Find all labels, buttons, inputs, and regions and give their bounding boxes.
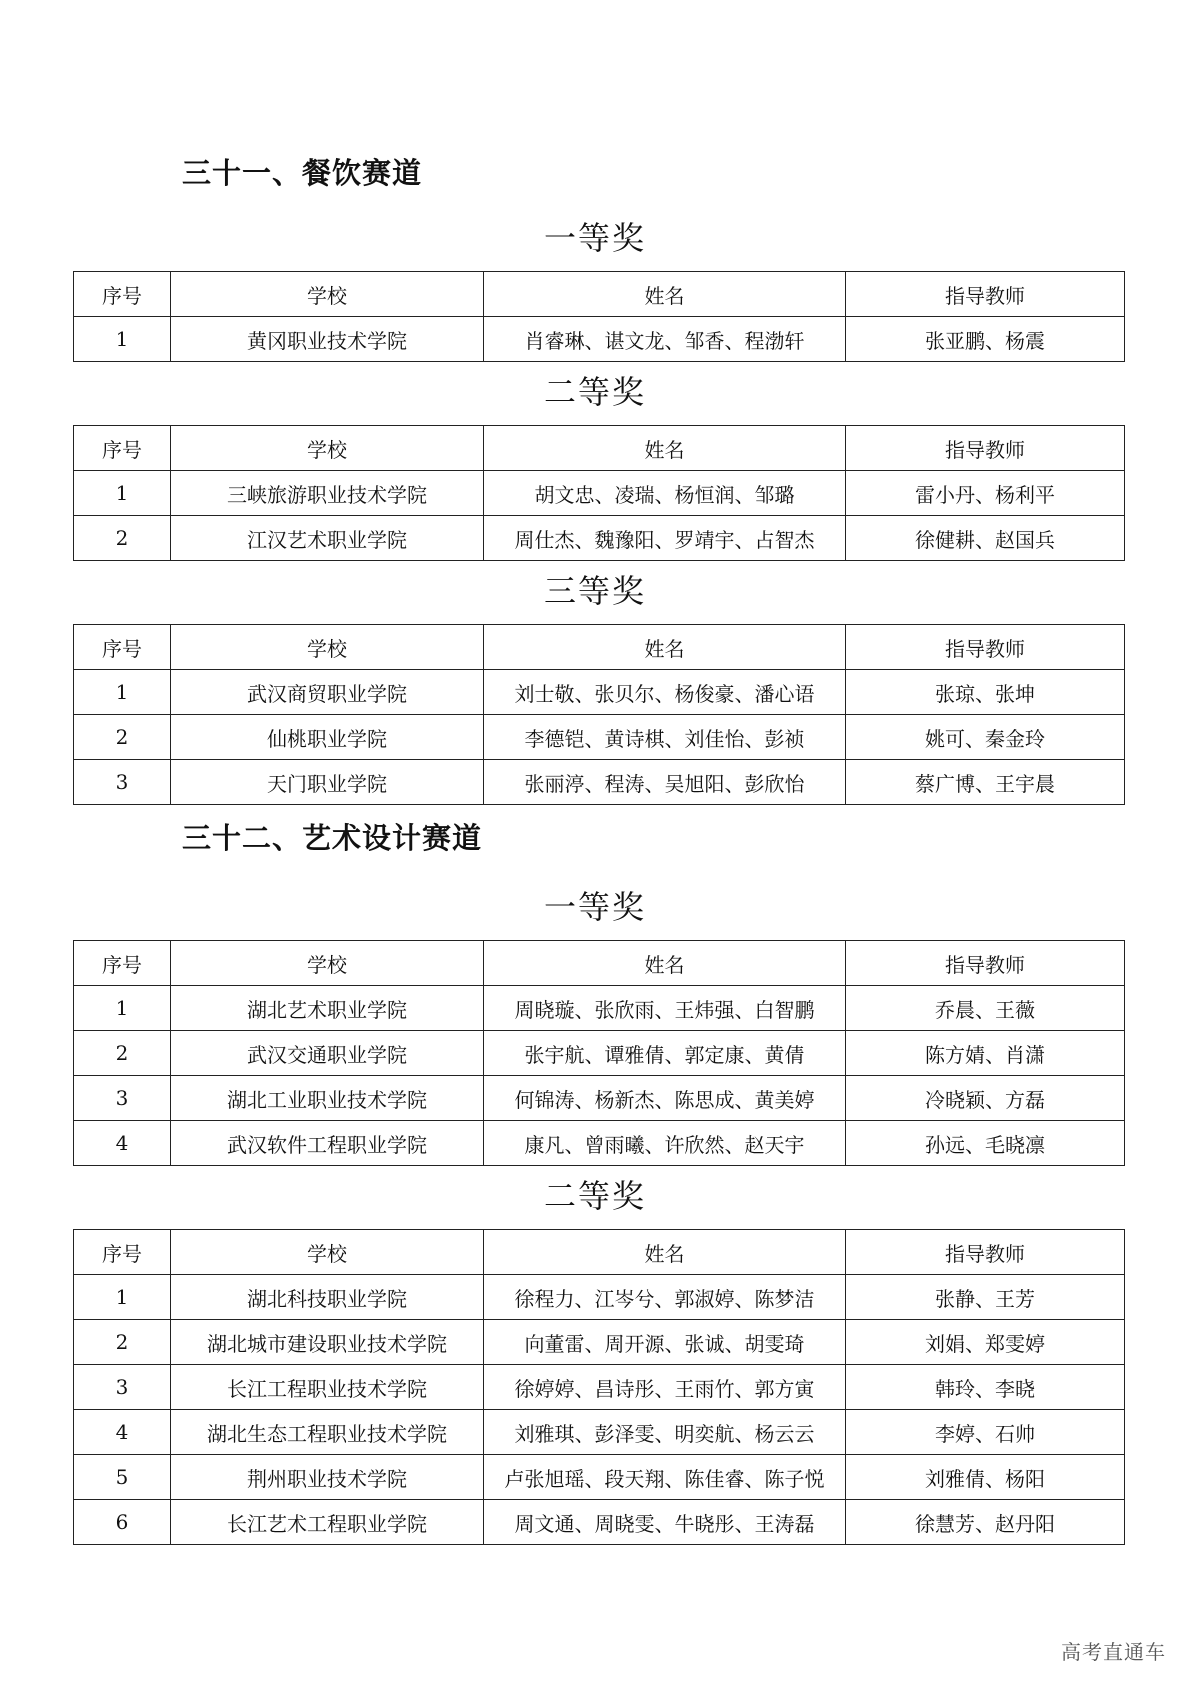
cell-idx: 2	[74, 715, 171, 760]
cell-teacher: 刘娟、郑雯婷	[846, 1320, 1125, 1365]
award-table	[73, 1229, 1125, 1545]
column-header-idx: 序号	[74, 625, 171, 670]
cell-idx: 2	[74, 1320, 171, 1365]
table-row	[74, 1076, 1125, 1121]
table-row	[74, 1320, 1125, 1365]
table-row	[74, 516, 1125, 561]
table-header-row	[74, 426, 1125, 471]
cell-teacher: 姚可、秦金玲	[846, 715, 1125, 760]
cell-teacher: 刘雅倩、杨阳	[846, 1455, 1125, 1500]
cell-school: 荆州职业技术学院	[171, 1455, 484, 1500]
cell-idx: 4	[74, 1121, 171, 1166]
column-header-teacher: 指导教师	[846, 1230, 1125, 1275]
table-row	[74, 670, 1125, 715]
cell-idx: 2	[74, 516, 171, 561]
cell-school: 湖北工业职业技术学院	[171, 1076, 484, 1121]
cell-idx: 3	[74, 1076, 171, 1121]
section-title: 三十一、餐饮赛道	[182, 156, 423, 190]
column-header-school: 学校	[171, 272, 484, 317]
cell-names: 肖睿琳、谌文龙、邹香、程渤轩	[484, 317, 846, 362]
cell-names: 周文通、周晓雯、牛晓彤、王涛磊	[484, 1500, 846, 1545]
cell-idx: 1	[74, 317, 171, 362]
cell-names: 徐婷婷、昌诗彤、王雨竹、郭方寅	[484, 1365, 846, 1410]
table-row	[74, 1455, 1125, 1500]
cell-names: 李德铠、黄诗棋、刘佳怡、彭祯	[484, 715, 846, 760]
table-row	[74, 1365, 1125, 1410]
cell-idx: 5	[74, 1455, 171, 1500]
cell-teacher: 乔晨、王薇	[846, 986, 1125, 1031]
cell-idx: 1	[74, 471, 171, 516]
column-header-teacher: 指导教师	[846, 625, 1125, 670]
table-row	[74, 986, 1125, 1031]
column-header-idx: 序号	[74, 1230, 171, 1275]
cell-names: 刘雅琪、彭泽雯、明奕航、杨云云	[484, 1410, 846, 1455]
cell-names: 徐程力、江岑兮、郭淑婷、陈梦洁	[484, 1275, 846, 1320]
award-table	[73, 271, 1125, 362]
column-header-teacher: 指导教师	[846, 426, 1125, 471]
cell-names: 张宇航、谭雅倩、郭定康、黄倩	[484, 1031, 846, 1076]
cell-teacher: 张琼、张坤	[846, 670, 1125, 715]
table-row	[74, 1031, 1125, 1076]
cell-idx: 6	[74, 1500, 171, 1545]
column-header-names: 姓名	[484, 1230, 846, 1275]
cell-school: 湖北城市建设职业技术学院	[171, 1320, 484, 1365]
cell-school: 仙桃职业学院	[171, 715, 484, 760]
table-row	[74, 715, 1125, 760]
cell-idx: 3	[74, 1365, 171, 1410]
cell-school: 武汉商贸职业学院	[171, 670, 484, 715]
cell-school: 长江工程职业技术学院	[171, 1365, 484, 1410]
prize-level-title: 二等奖	[543, 1177, 646, 1215]
cell-teacher: 张亚鹏、杨震	[846, 317, 1125, 362]
award-table	[73, 624, 1125, 805]
column-header-teacher: 指导教师	[846, 941, 1125, 986]
cell-idx: 3	[74, 760, 171, 805]
cell-names: 周仕杰、魏豫阳、罗靖宇、占智杰	[484, 516, 846, 561]
column-header-school: 学校	[171, 1230, 484, 1275]
cell-teacher: 韩玲、李晓	[846, 1365, 1125, 1410]
column-header-school: 学校	[171, 625, 484, 670]
cell-school: 三峡旅游职业技术学院	[171, 471, 484, 516]
cell-names: 卢张旭瑶、段天翔、陈佳睿、陈子悦	[484, 1455, 846, 1500]
table-row	[74, 1275, 1125, 1320]
table-header-row	[74, 1230, 1125, 1275]
cell-teacher: 李婷、石帅	[846, 1410, 1125, 1455]
cell-school: 黄冈职业技术学院	[171, 317, 484, 362]
cell-teacher: 徐慧芳、赵丹阳	[846, 1500, 1125, 1545]
cell-school: 武汉软件工程职业学院	[171, 1121, 484, 1166]
cell-teacher: 蔡广博、王宇晨	[846, 760, 1125, 805]
column-header-school: 学校	[171, 941, 484, 986]
cell-idx: 1	[74, 986, 171, 1031]
column-header-teacher: 指导教师	[846, 272, 1125, 317]
table-row	[74, 317, 1125, 362]
cell-names: 康凡、曾雨曦、许欣然、赵天宇	[484, 1121, 846, 1166]
cell-idx: 1	[74, 1275, 171, 1320]
cell-school: 湖北生态工程职业技术学院	[171, 1410, 484, 1455]
table-header-row	[74, 272, 1125, 317]
cell-teacher: 孙远、毛晓凛	[846, 1121, 1125, 1166]
cell-teacher: 陈方婧、肖潇	[846, 1031, 1125, 1076]
table-row	[74, 471, 1125, 516]
column-header-school: 学校	[171, 426, 484, 471]
section-title: 三十二、艺术设计赛道	[182, 821, 483, 855]
cell-names: 张丽渟、程涛、吴旭阳、彭欣怡	[484, 760, 846, 805]
cell-school: 长江艺术工程职业学院	[171, 1500, 484, 1545]
table-row	[74, 1410, 1125, 1455]
column-header-names: 姓名	[484, 941, 846, 986]
cell-idx: 4	[74, 1410, 171, 1455]
prize-level-title: 一等奖	[543, 219, 646, 257]
column-header-idx: 序号	[74, 426, 171, 471]
table-row	[74, 1121, 1125, 1166]
cell-idx: 2	[74, 1031, 171, 1076]
column-header-idx: 序号	[74, 272, 171, 317]
column-header-names: 姓名	[484, 272, 846, 317]
table-header-row	[74, 625, 1125, 670]
cell-teacher: 徐健耕、赵国兵	[846, 516, 1125, 561]
cell-names: 胡文忠、凌瑞、杨恒润、邹璐	[484, 471, 846, 516]
award-table	[73, 940, 1125, 1166]
cell-idx: 1	[74, 670, 171, 715]
award-table	[73, 425, 1125, 561]
watermark: 高考直通车	[1061, 1640, 1166, 1664]
cell-school: 江汉艺术职业学院	[171, 516, 484, 561]
cell-names: 向董雷、周开源、张诚、胡雯琦	[484, 1320, 846, 1365]
cell-school: 天门职业学院	[171, 760, 484, 805]
cell-names: 何锦涛、杨新杰、陈思成、黄美婷	[484, 1076, 846, 1121]
prize-level-title: 一等奖	[543, 888, 646, 926]
cell-names: 刘士敬、张贝尔、杨俊豪、潘心语	[484, 670, 846, 715]
column-header-idx: 序号	[74, 941, 171, 986]
cell-names: 周晓璇、张欣雨、王炜强、白智鹏	[484, 986, 846, 1031]
table-row	[74, 760, 1125, 805]
cell-teacher: 雷小丹、杨利平	[846, 471, 1125, 516]
table-header-row	[74, 941, 1125, 986]
table-row	[74, 1500, 1125, 1545]
column-header-names: 姓名	[484, 426, 846, 471]
cell-teacher: 冷晓颖、方磊	[846, 1076, 1125, 1121]
cell-school: 湖北艺术职业学院	[171, 986, 484, 1031]
column-header-names: 姓名	[484, 625, 846, 670]
prize-level-title: 二等奖	[543, 373, 646, 411]
prize-level-title: 三等奖	[543, 572, 646, 610]
cell-teacher: 张静、王芳	[846, 1275, 1125, 1320]
cell-school: 湖北科技职业学院	[171, 1275, 484, 1320]
cell-school: 武汉交通职业学院	[171, 1031, 484, 1076]
